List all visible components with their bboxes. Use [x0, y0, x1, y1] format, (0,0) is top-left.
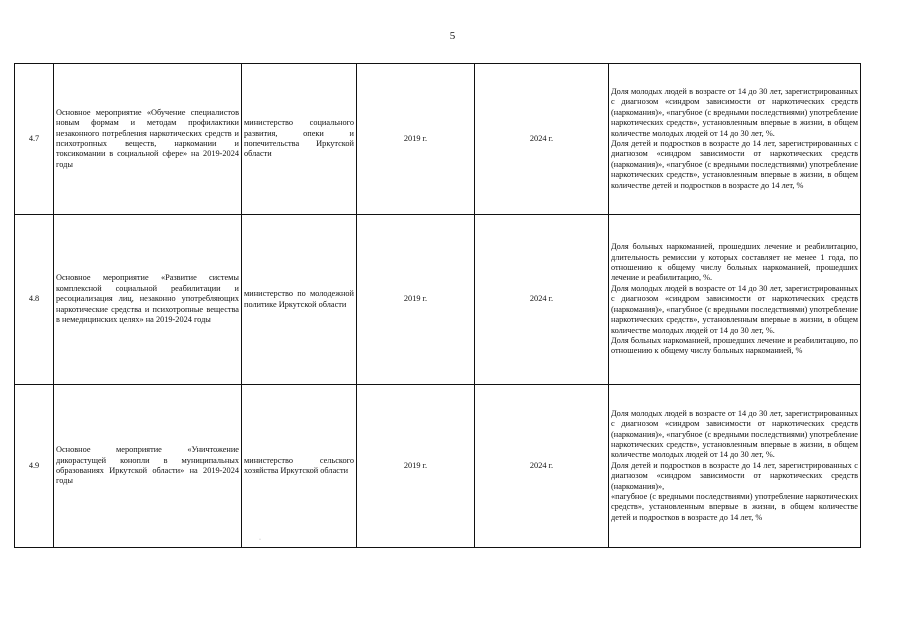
indicator-item: Доля молодых людей в возрасте от 14 до 30 лет, зарегистрированных с диагнозом «синдром зависимости от наркотических средств (наркомания)», «пагубное (с вредными последствиями) употребление наркотических средств», установленным впервые в жизни, в общем количестве молодых людей от 14 до 30 лет, %.	[611, 283, 858, 335]
indicator-item: Доля молодых людей в возрасте от 14 до 30 лет, зарегистрированных с диагнозом «синдром зависимости от наркотических средств (наркомания)», «пагубное (с вредными последствиями) употребление наркотических средств», установленным впервые в жизни, в общем количестве молодых людей от 14 до 30 лет, %.	[611, 86, 858, 138]
indicators	[609, 215, 861, 385]
activity-name: Основное мероприятие «Обучение специалистов новым формам и методам профилактики незаконного потребления наркотических средств и психотропных веществ, наркомании и токсикомании в социальной сфере» на 2019-2024 годы	[54, 64, 242, 215]
activity-name: Основное мероприятие «Уничтожение дикорастущей конопли в муниципальных образованиях Иркутской области» на 2019-2024 годы	[54, 385, 242, 548]
scan-speck: ·	[259, 537, 261, 543]
indicators	[609, 385, 861, 548]
indicator-item: «пагубное (с вредными последствиями) употребление наркотических средств», установленным впервые в жизни, в общем количестве детей и подростков в возрасте до 14 лет, %	[611, 492, 858, 522]
indicator-item: Доля больных наркоманией, прошедших лечение и реабилитацию, длительность ремиссии у которых составляет не менее 1 года, по отношению к общему числу больных наркоманией, прошедших лечение и реабилитацию, %.	[611, 242, 858, 283]
page-number: 5	[449, 30, 456, 42]
start-year: 2019 г.	[357, 64, 475, 215]
end-year: 2024 г.	[475, 385, 609, 548]
table-row	[15, 64, 861, 215]
row-number: 4.7	[15, 64, 54, 215]
indicator-item: Доля больных наркоманией, прошедших лечение и реабилитацию, по отношению к общему числу больных наркоманией, %	[611, 335, 858, 356]
indicator-item: Доля молодых людей в возрасте от 14 до 30 лет, зарегистрированных с диагнозом «синдром зависимости от наркотических средств (наркомания)», «пагубное (с вредными последствиями) употребление наркотических средств», установленным впервые в жизни, в общем количестве молодых людей от 14 до 30 лет, %.	[611, 408, 858, 460]
indicators	[609, 64, 861, 215]
end-year: 2024 г.	[475, 215, 609, 385]
executor: министерство социального развития, опеки и попечительства Иркутской области	[242, 64, 357, 215]
executor: министерство по молодежной политике Иркутской области	[242, 215, 357, 385]
start-year: 2019 г.	[357, 385, 475, 548]
activity-name: Основное мероприятие «Развитие системы комплексной социальной реабилитации и ресоциализация лиц, незаконно употребляющих наркотические средства и психотропные вещества в немедицинских целях» на 2019-2024 годы	[54, 215, 242, 385]
table-row	[15, 385, 861, 548]
program-table	[14, 63, 861, 548]
executor: министерство сельского хозяйства Иркутской области	[242, 385, 357, 548]
table-row	[15, 215, 861, 385]
start-year: 2019 г.	[357, 215, 475, 385]
indicator-item: Доля детей и подростков в возрасте до 14 лет, зарегистрированных с диагнозом «синдром зависимости от наркотических средств (наркомания)»,	[611, 460, 858, 491]
row-number: 4.8	[15, 215, 54, 385]
indicator-item: Доля детей и подростков в возрасте до 14 лет, зарегистрированных с диагнозом «синдром зависимости от наркотических средств (наркомания)», «пагубное (с вредными последствиями) употребление наркотических средств», установленным впервые в жизни, в общем количестве детей и подростков в возрасте до 14 лет, %	[611, 139, 858, 190]
end-year: 2024 г.	[475, 64, 609, 215]
row-number: 4.9	[15, 385, 54, 548]
